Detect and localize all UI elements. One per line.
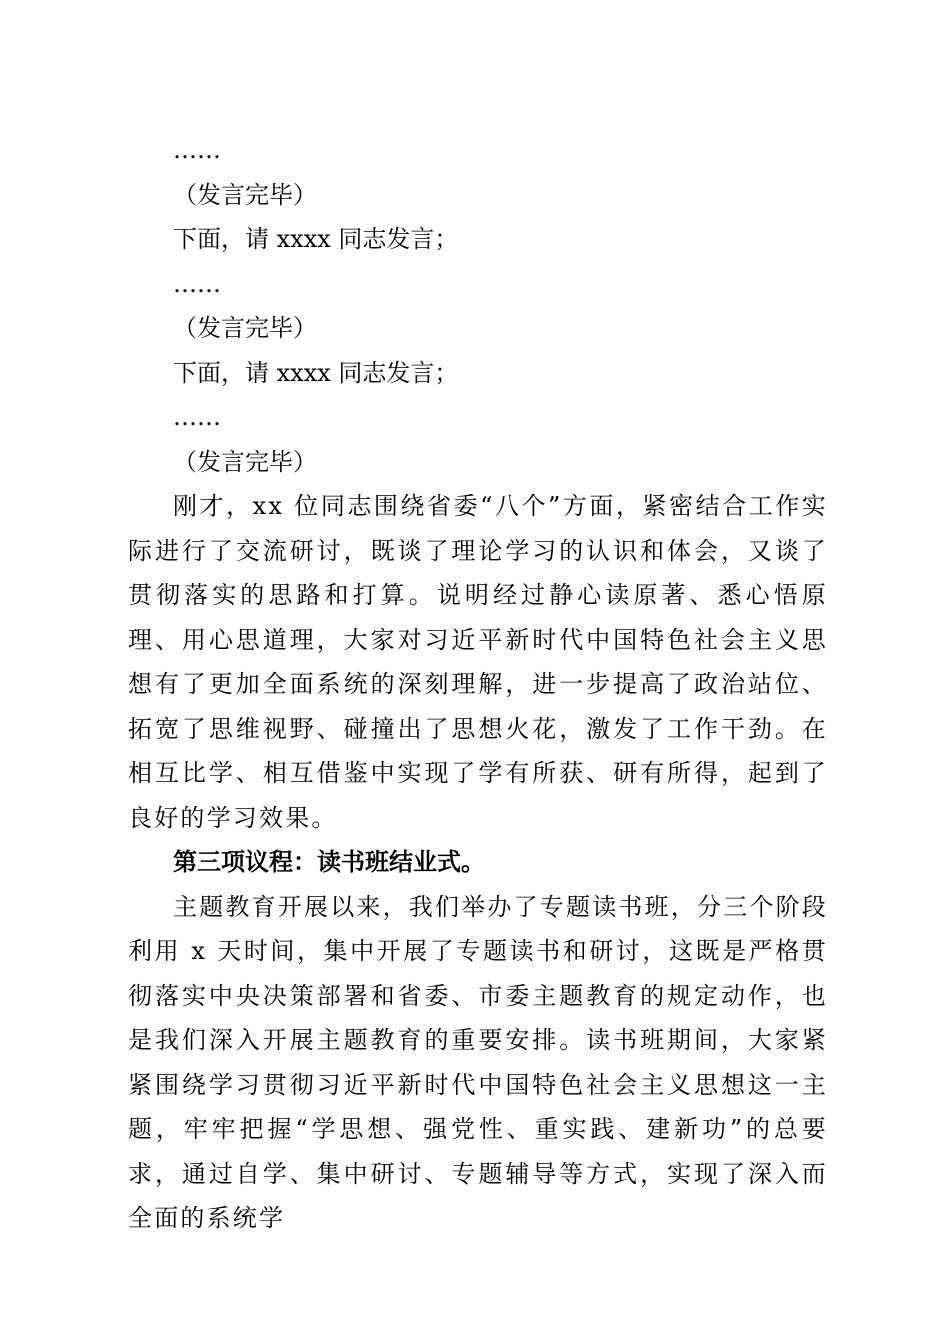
summary-paragraph: 刚才，xx 位同志围绕省委“八个”方面，紧密结合工作实际进行了交流研讨，既谈了理论学习的认识和体会，又谈了贯彻落实的思路和打算。说明经过静心读原著、悉心悟原理、用心思道理，大家对习近平新时代中国特色社会主义思想有了更加全面系统的深刻理解，进一步提高了政治站位、拓宽了思维视野、碰撞出了思想火花，激发了工作干劲。在相互比学、相互借鉴中实现了学有所获、研有所得，起到了良好的学习效果。: [128, 492, 828, 832]
document-body: [128, 128, 828, 1241]
speech-end-note: （发言完毕）: [173, 447, 317, 476]
next-speaker-line: 下面，请 xxxx 同志发言；: [173, 225, 459, 253]
speech-end-note: （发言完毕）: [173, 314, 317, 342]
speech-end-note: （发言完毕）: [173, 180, 317, 209]
next-speaker-line: 下面，请 xxxx 同志发言；: [173, 358, 459, 387]
ellipsis-line: ……: [173, 403, 221, 431]
agenda-item-heading: 第三项议程：读书班结业式。: [173, 847, 485, 876]
study-class-paragraph: 主题教育开展以来，我们举办了专题读书班，分三个阶段利用 x 天时间，集中开展了专题读书和研讨，这既是严格贯彻落实中央决策部署和省委、市委主题教育的规定动作，也是我们深入开展主题教育的重要安排。读书班期间，大家紧紧围绕学习贯彻习近平新时代中国特色社会主义思想这一主题，牢牢把握“学思想、强党性、重实践、建新功”的总要求，通过自学、集中研讨、专题辅导等方式，实现了深入而全面的系统学: [128, 892, 828, 1232]
ellipsis-line: ……: [173, 269, 221, 298]
ellipsis-line: ……: [173, 136, 221, 164]
